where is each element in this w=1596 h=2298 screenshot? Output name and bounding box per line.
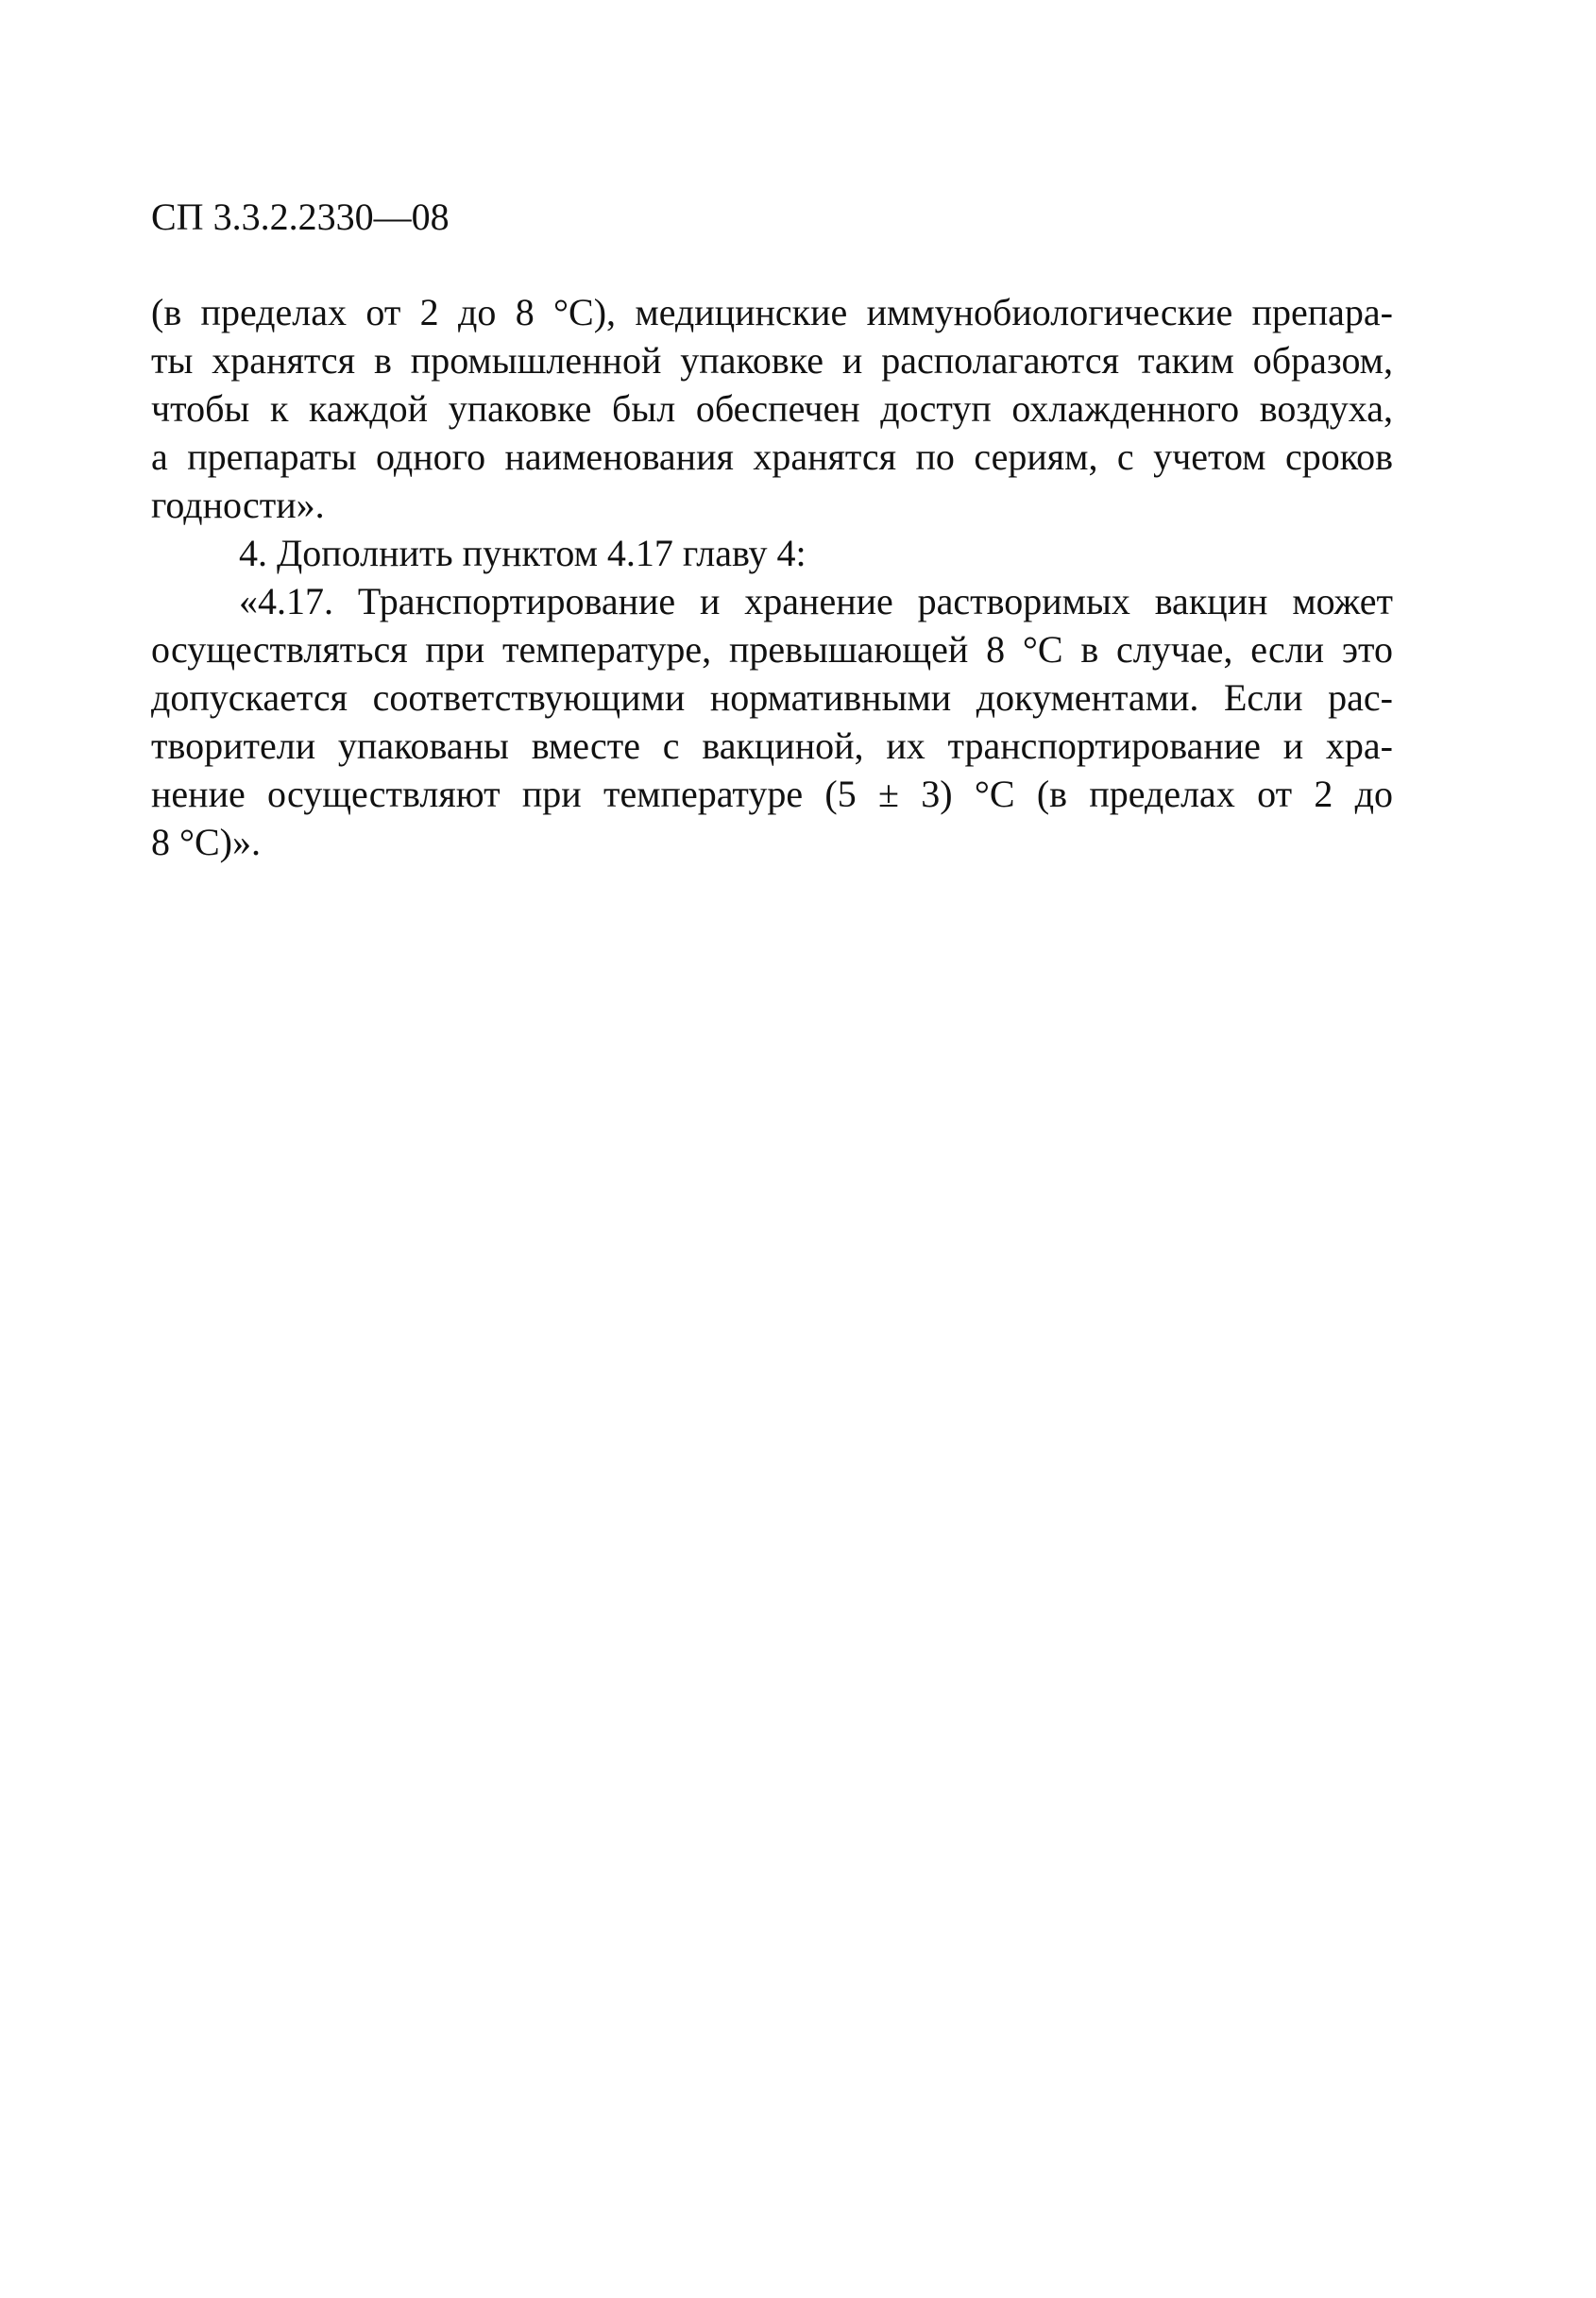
text-line: допускается соответствующими нормативными документами. Если рас-: [151, 676, 1393, 719]
text-line: 8 °С)».: [151, 821, 261, 863]
text-line: «4.17. Транспортирование и хранение растворимых вакцин может: [239, 580, 1393, 622]
text-line: (в пределах от 2 до 8 °С), медицинские иммунобиологические препара-: [151, 291, 1393, 333]
text-line: 4. Дополнить пунктом 4.17 главу 4:: [239, 532, 806, 574]
text-line: годности».: [151, 484, 325, 526]
document-body: [151, 288, 1393, 866]
text-line: а препараты одного наименования хранятся по сериям, с учетом сроков: [151, 435, 1393, 478]
text-line: нение осуществляют при температуре (5 ± 3) °С (в пределах от 2 до: [151, 773, 1393, 815]
text-line: осуществляться при температуре, превышающей 8 °С в случае, если это: [151, 628, 1393, 671]
document-code-header: СП 3.3.2.2330—08: [151, 196, 450, 238]
text-line: ты хранятся в промышленной упаковке и располагаются таким образом,: [151, 339, 1393, 382]
text-line: чтобы к каждой упаковке был обеспечен доступ охлажденного воздуха,: [151, 387, 1393, 430]
text-line: творители упакованы вместе с вакциной, их транспортирование и хра-: [151, 724, 1393, 767]
